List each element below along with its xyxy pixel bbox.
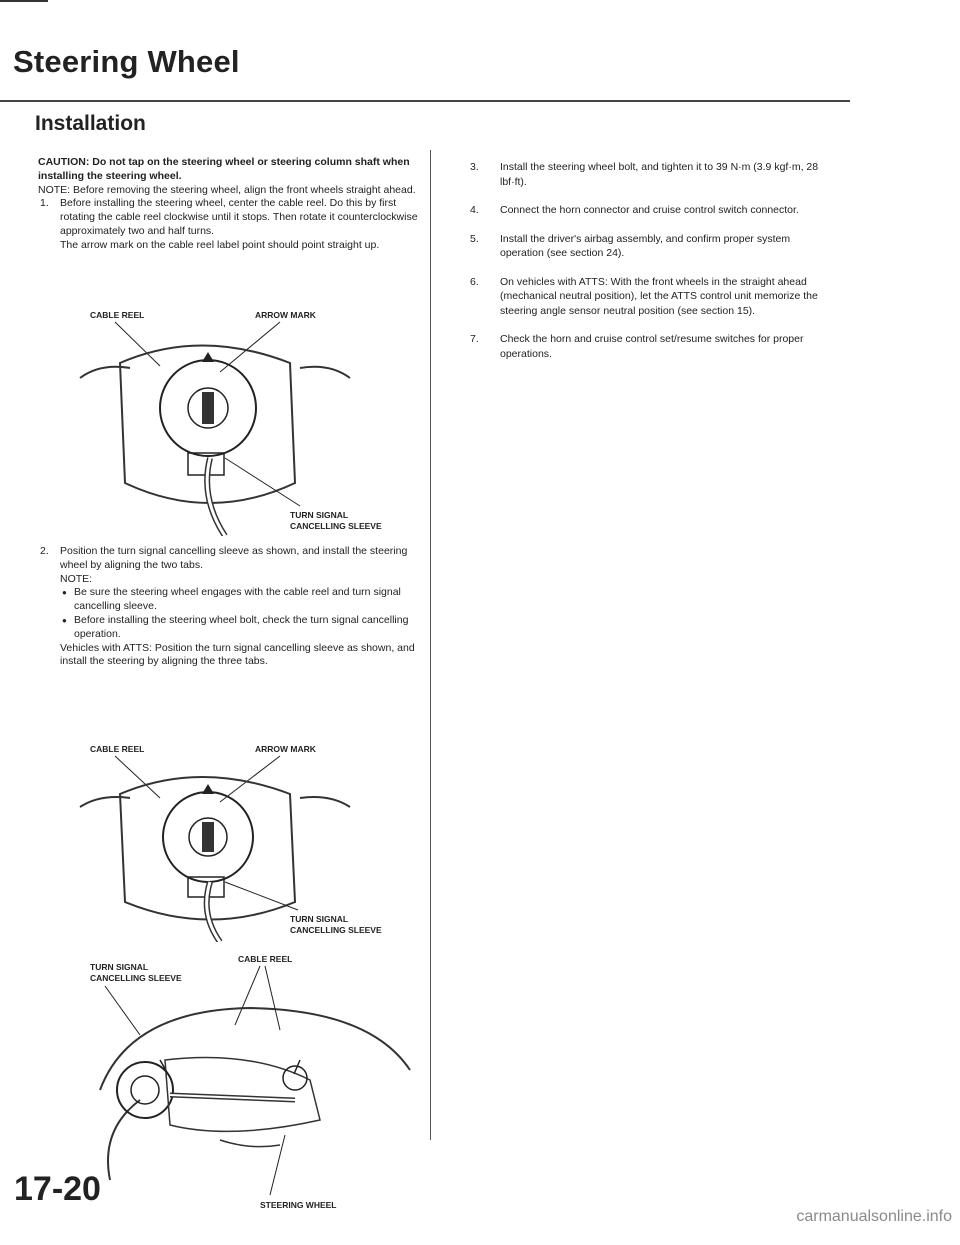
right-column xyxy=(470,160,830,375)
fig3-steering-wheel-label: STEERING WHEEL xyxy=(260,1200,337,1210)
header-rule xyxy=(0,100,850,102)
step-7 xyxy=(470,332,830,361)
step-2-notes xyxy=(60,586,423,641)
step-4-text: Connect the horn connector and cruise control switch connector. xyxy=(500,204,799,216)
step-2-note-2: ● Before installing the steering wheel bolt, check the turn signal cancelling operation. xyxy=(60,614,423,642)
step-2 xyxy=(38,545,423,669)
page-title: Steering Wheel xyxy=(13,44,240,79)
fig2-cable-reel-label: CABLE REEL xyxy=(90,744,145,754)
step-7-number: 7. xyxy=(470,333,479,345)
fig2-sleeve-label-1: TURN SIGNAL xyxy=(290,914,349,924)
fig1-sleeve-label-1: TURN SIGNAL xyxy=(290,510,349,520)
step-2-number: 2. xyxy=(40,545,49,557)
left-column xyxy=(38,156,423,253)
step-2-note-label: NOTE: xyxy=(60,572,93,585)
fig3-sleeve-label-2: CANCELLING SLEEVE xyxy=(90,973,182,983)
step-5 xyxy=(470,232,830,261)
fig1-sleeve-label-2: CANCELLING SLEEVE xyxy=(290,521,382,531)
left-column-step2 xyxy=(38,545,423,669)
figure-steering-wheel xyxy=(70,950,430,1212)
step-1-text: Before installing the steering wheel, center the cable reel. Do this by first rotating the cable reel clockwise until it stops. Then rotate it counterclockwise approximately two and half turns. xyxy=(60,197,418,237)
step-2-note-1: ● Be sure the steering wheel engages with the cable reel and turn signal cancelling sleeve. xyxy=(60,586,423,614)
caution-text: CAUTION: Do not tap on the steering wheel or steering column shaft when installing the steering wheel. xyxy=(38,156,410,182)
step-4-number: 4. xyxy=(470,204,479,216)
fig2-arrow-mark-label: ARROW MARK xyxy=(255,744,316,754)
step-5-text: Install the driver's airbag assembly, and confirm proper system operation (see section 24). xyxy=(500,232,791,259)
fig3-sleeve-label-1: TURN SIGNAL xyxy=(90,962,149,972)
watermark: carmanualsonline.info xyxy=(796,1208,952,1225)
section-title: Installation xyxy=(35,112,146,135)
step-6 xyxy=(470,275,830,319)
step-3-text: Install the steering wheel bolt, and tighten it to 39 N·m (3.9 kgf·m, 28 lbf·ft). xyxy=(500,161,819,188)
step-3 xyxy=(470,160,830,189)
fig2-sleeve-label-2: CANCELLING SLEEVE xyxy=(290,925,382,935)
step-5-number: 5. xyxy=(470,232,479,245)
step-1-text-2: The arrow mark on the cable reel label point should point straight up. xyxy=(60,238,380,251)
step-1-number: 1. xyxy=(40,197,49,210)
step-3-number: 3. xyxy=(470,161,479,173)
figure-cable-reel-2 xyxy=(60,742,432,942)
column-divider xyxy=(430,150,431,1140)
step-2-atts-text: Vehicles with ATTS: Position the turn signal cancelling sleeve as shown, and install the steering by aligning the three tabs. xyxy=(60,641,415,668)
figure-cable-reel-1 xyxy=(60,308,432,536)
step-1 xyxy=(38,197,423,252)
step-7-text: Check the horn and cruise control set/resume switches for proper operations. xyxy=(500,333,804,360)
top-edge-line xyxy=(0,0,48,2)
step-4 xyxy=(470,203,830,218)
fig1-arrow-mark-label: ARROW MARK xyxy=(255,310,316,320)
fig3-cable-reel-label: CABLE REEL xyxy=(238,954,293,964)
step-2-text: Position the turn signal cancelling sleeve as shown, and install the steering wheel by aligning the two tabs. xyxy=(60,545,408,571)
step-6-number: 6. xyxy=(470,275,479,288)
step-6-text: On vehicles with ATTS: With the front wheels in the straight ahead (mechanical neutral position), let the ATTS control unit memorize the steering angle sensor neutral position (see section 15). xyxy=(500,275,818,317)
note-text: NOTE: Before removing the steering wheel, align the front wheels straight ahead. xyxy=(38,183,416,196)
fig1-cable-reel-label: CABLE REEL xyxy=(90,310,145,320)
page-number: 17-20 xyxy=(14,1170,101,1208)
